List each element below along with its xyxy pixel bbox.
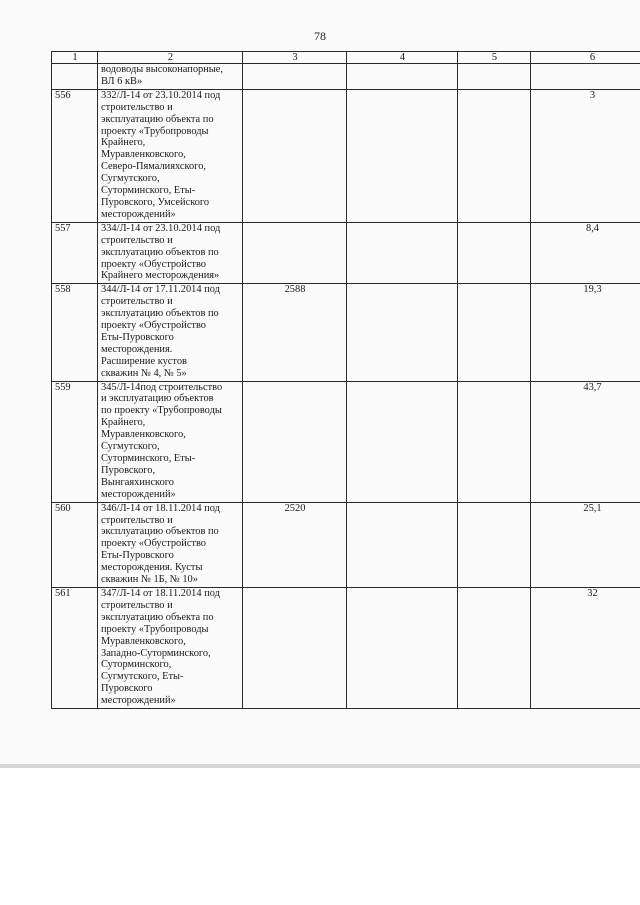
table-row [52, 587, 640, 708]
col5-cell [458, 587, 531, 708]
col6-cell: 25,1 [531, 502, 640, 587]
col5-cell [458, 222, 531, 284]
column-header: 6 [531, 52, 640, 64]
col4-cell [347, 284, 458, 381]
column-header: 3 [243, 52, 347, 64]
row-number-cell: 559 [52, 381, 98, 502]
col3-cell: 2520 [243, 502, 347, 587]
col4-cell [347, 89, 458, 222]
row-number-cell: 557 [52, 222, 98, 284]
description-cell: водоводы высоконапорные, ВЛ 6 кВ» [98, 64, 243, 90]
col3-cell: 2588 [243, 284, 347, 381]
description-cell: 334/Л-14 от 23.10.2014 под строительство и эксплуатацию объектов по проекту «Обустройство Крайнего месторождения» [98, 222, 243, 284]
col6-cell: 32 [531, 587, 640, 708]
col5-cell [458, 381, 531, 502]
col3-cell [243, 64, 347, 90]
row-number-cell: 561 [52, 587, 98, 708]
description-cell: 345/Л-14под строительство и эксплуатацию объектов по проекту «Трубопроводы Крайнего, Муравленковского, Сугмутского, Суторминского, Еты- Пуровского, Вынгаяхинского месторождений» [98, 381, 243, 502]
row-number-cell: 556 [52, 89, 98, 222]
col6-cell [531, 64, 640, 90]
description-cell: 347/Л-14 от 18.11.2014 под строительство и эксплуатацию объекта по проекту «Трубопроводы Муравленковского, Западно-Суторминского, Суторминского, Сугмутского, Еты- Пуровского месторождений» [98, 587, 243, 708]
column-header: 2 [98, 52, 243, 64]
column-header: 5 [458, 52, 531, 64]
col3-cell [243, 89, 347, 222]
table-row [52, 502, 640, 587]
col5-cell [458, 502, 531, 587]
col6-cell: 19,3 [531, 284, 640, 381]
header-row [52, 52, 640, 64]
row-number-cell: 560 [52, 502, 98, 587]
table-row [52, 381, 640, 502]
table-row [52, 89, 640, 222]
description-cell: 346/Л-14 от 18.11.2014 под строительство и эксплуатацию объектов по проекту «Обустройство Еты-Пуровского месторождения. Кусты скважин № 1Б, № 10» [98, 502, 243, 587]
data-table [51, 51, 640, 709]
column-header: 4 [347, 52, 458, 64]
col4-cell [347, 502, 458, 587]
col3-cell [243, 381, 347, 502]
page-number: 78 [314, 29, 326, 43]
col6-cell: 8,4 [531, 222, 640, 284]
description-cell: 344/Л-14 от 17.11.2014 под строительство и эксплуатацию объектов по проекту «Обустройство Еты-Пуровского месторождения. Расширение кустов скважин № 4, № 5» [98, 284, 243, 381]
col4-cell [347, 381, 458, 502]
row-number-cell: 558 [52, 284, 98, 381]
col5-cell [458, 89, 531, 222]
col4-cell [347, 222, 458, 284]
col5-cell [458, 64, 531, 90]
col3-cell [243, 222, 347, 284]
column-header: 1 [52, 52, 98, 64]
col4-cell [347, 64, 458, 90]
description-cell: 332/Л-14 от 23.10.2014 под строительство и эксплуатацию объекта по проекту «Трубопроводы Крайнего, Муравленковского, Северо-Пямалияхского, Сугмутского, Суторминского, Еты- Пуровского, Умсейского месторождений» [98, 89, 243, 222]
col6-cell: 3 [531, 89, 640, 222]
page-edge-divider [0, 764, 640, 768]
col3-cell [243, 587, 347, 708]
continuation-row [52, 64, 640, 90]
table-row [52, 284, 640, 381]
col6-cell: 43,7 [531, 381, 640, 502]
row-number-cell [52, 64, 98, 90]
col4-cell [347, 587, 458, 708]
col5-cell [458, 284, 531, 381]
table-row [52, 222, 640, 284]
